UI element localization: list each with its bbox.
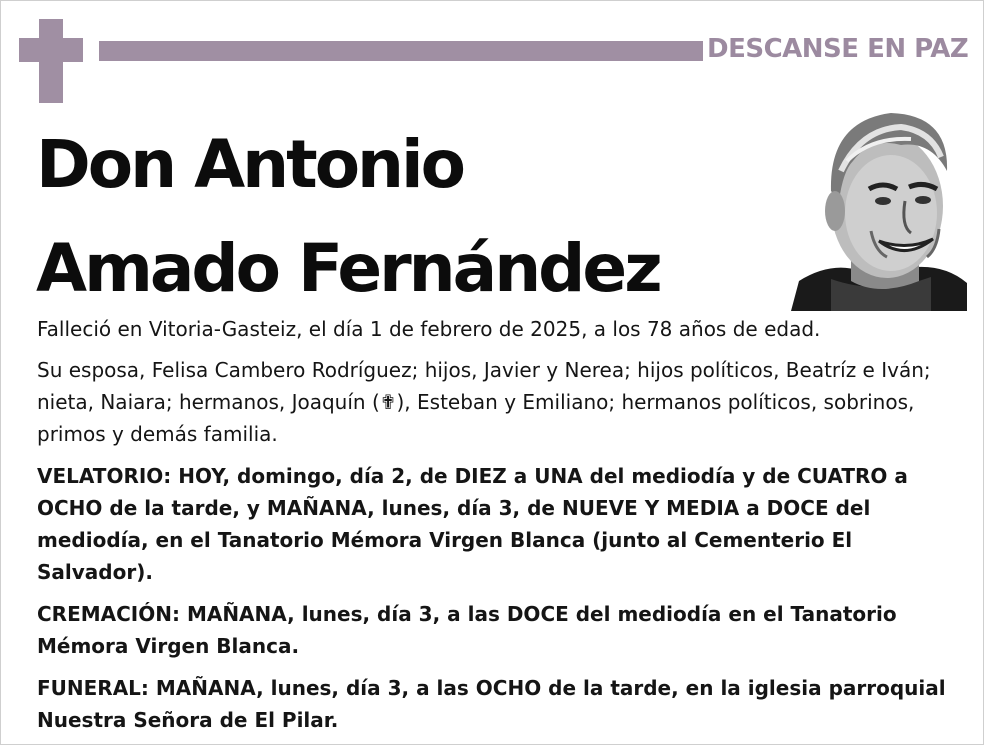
- rest-in-peace-label: DESCANSE EN PAZ: [707, 34, 969, 64]
- family-paragraph: Su esposa, Felisa Cambero Rodríguez; hijos, Javier y Nerea; hijos políticos, Beatríz e Iván; nieta, Naiara; hermanos, Joaquín (✟), Esteban y Emiliano; hermanos políticos, sobrinos, primos y demás familia.: [37, 358, 931, 446]
- header-bar: [99, 41, 703, 61]
- cross-icon-arm: [19, 38, 83, 62]
- death-paragraph: Falleció en Vitoria-Gasteiz, el día 1 de febrero de 2025, a los 78 años de edad.: [37, 317, 821, 341]
- portrait-photo: [791, 101, 967, 311]
- velatorio-paragraph: VELATORIO: HOY, domingo, día 2, de DIEZ a UNA del mediodía y de CUATRO a OCHO de la tarde, y MAÑANA, lunes, día 3, de NUEVE Y MEDIA a DOCE del mediodía, en el Tanatorio Mémora Virgen Blanca (junto al Cementerio El Salvador).: [37, 464, 908, 584]
- name-line-2: Amado Fernández: [36, 230, 660, 307]
- cremacion-paragraph: CREMACIÓN: MAÑANA, lunes, día 3, a las DOCE del mediodía en el Tanatorio Mémora Virgen Blanca.: [37, 602, 897, 658]
- deceased-name: [36, 113, 660, 321]
- funeral-paragraph: FUNERAL: MAÑANA, lunes, día 3, a las OCHO de la tarde, en la iglesia parroquial Nuestra Señora de El Pilar.: [37, 676, 946, 732]
- notice-body: [37, 313, 967, 746]
- name-line-1: Don Antonio: [36, 126, 464, 203]
